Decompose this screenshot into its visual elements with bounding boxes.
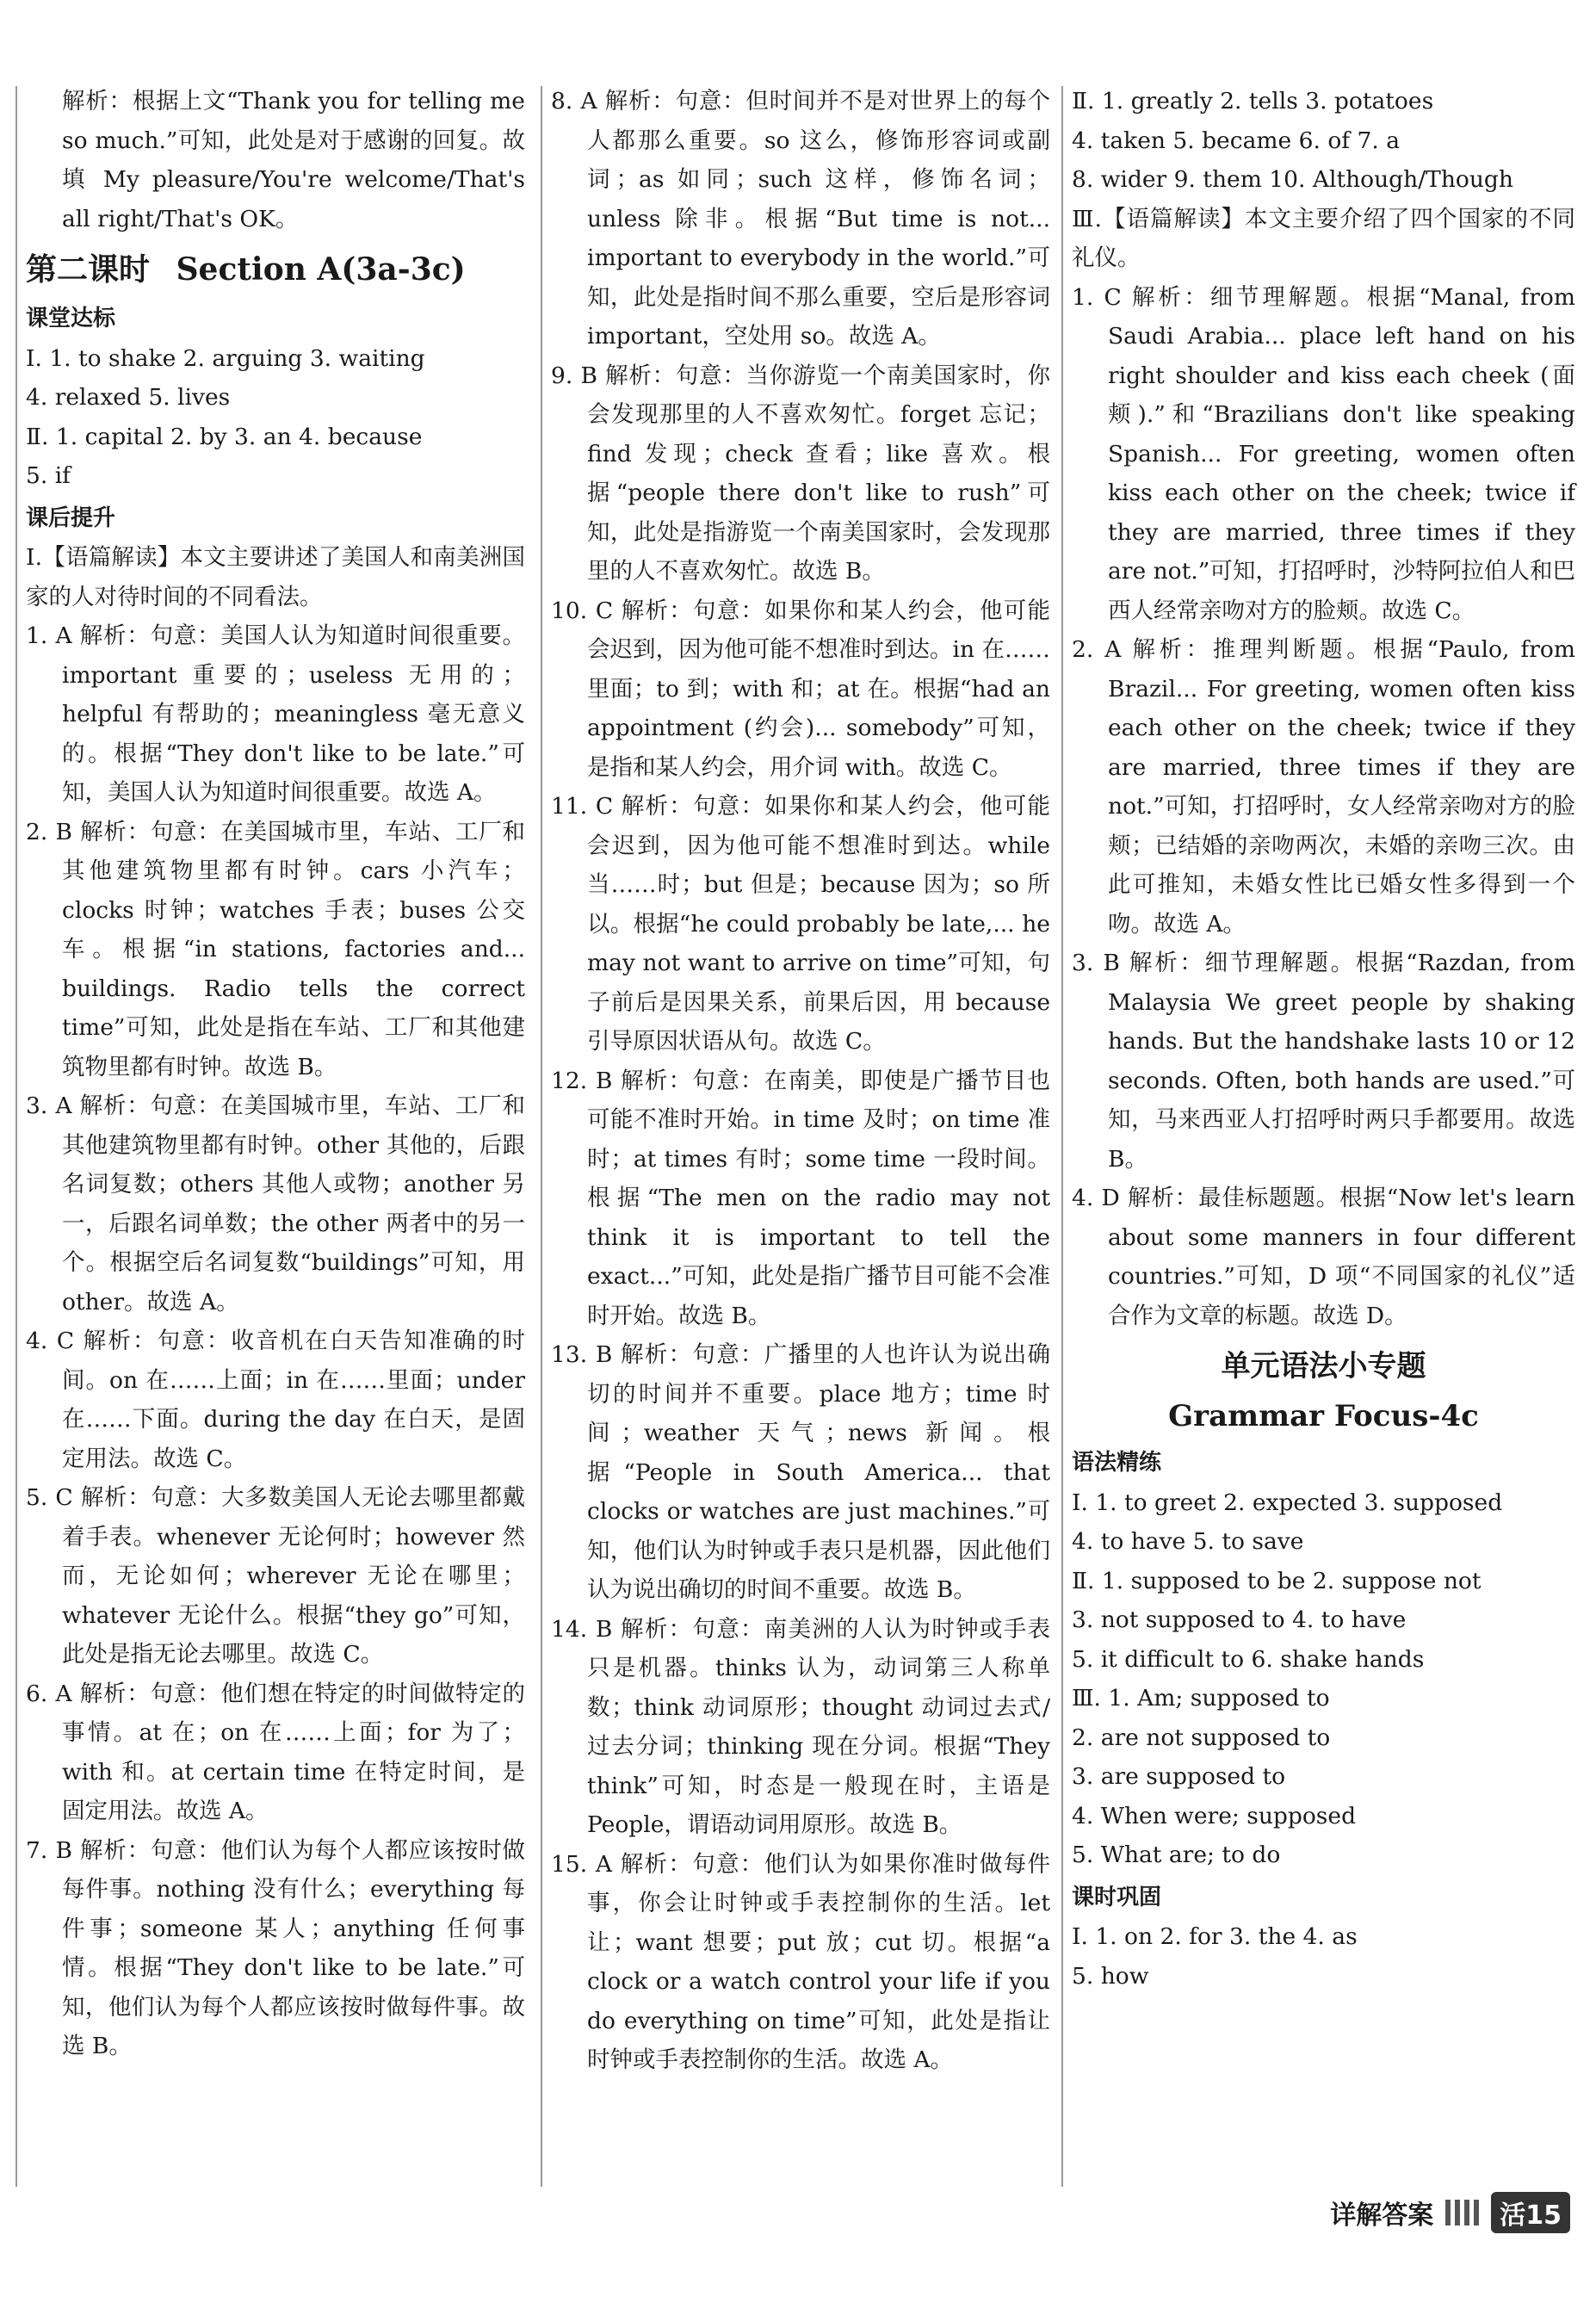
answer-item: 13. B 解析：句意：广播里的人也许认为说出确切的时间并不重要。place 地方；time 时间；weather 天气；news 新闻。根据“People in South America... that clocks or watches are just machines.”可知，他们认为时钟或手表只是机器，因此他们认为说出确切的时间不重要。故选 B。 bbox=[551, 1341, 1050, 1603]
answer-item: 10. C 解析：句意：如果你和某人约会，他可能会迟到，因为他可能不想准时到达。in 在……里面；to 到；with 和；at 在。根据“had an appointment (约会)... somebody”可知，是指和某人约会，用介词 with。故选 C。 bbox=[551, 597, 1050, 781]
divider-bars-icon bbox=[1445, 2200, 1479, 2225]
answer-item: 11. C 解析：句意：如果你和某人约会，他可能会迟到，因为他可能不想准时到达。while 当……时；but 但是；because 因为；so 所以。根据“he could probably be late,... he may not want to arrive on time”可知，句子前后是因果关系，前果后因，用 because 引导原因状语从句。故选 C。 bbox=[551, 793, 1050, 1055]
answer-row: Ⅰ. 1. to shake 2. arguing 3. waiting bbox=[26, 344, 425, 372]
column-rule-right bbox=[1061, 86, 1063, 2187]
answer-item: 9. B 解析：句意：当你游览一个南美国家时，你会发现那里的人不喜欢匆忙。forget 忘记；find 发现；check 查看；like 喜欢。根据“people there don't like to rush”可知，此处是指游览一个南美国家时，会发现那里的人不喜欢匆忙。故选 B。 bbox=[551, 362, 1050, 585]
section-title-cn: 第二课时 bbox=[26, 252, 151, 288]
answer-item: 2. B 解析：句意：在美国城市里，车站、工厂和其他建筑物里都有时钟。cars 小汽车；clocks 时钟；watches 手表；buses 公交车。根据“in stations, factories and... buildings. Radio tells the correct time”可知，此处是指在车站、工厂和其他建筑物里都有时钟。故选 B。 bbox=[26, 818, 525, 1080]
answer-item: 15. A 解析：句意：他们认为如果你准时做每件事，你会让时钟或手表控制你的生活。let 让；want 想要；put 放；cut 切。根据“a clock or a watch control your life if you do everything on time”可知，此处是指让时钟或手表控制你的生活。故选 A。 bbox=[551, 1850, 1050, 2073]
column-rule-left bbox=[15, 86, 17, 2187]
answer-item: 2. A 解析：推理判断题。根据“Paulo, from Brazil... For greeting, women often kiss each other on the cheek; twice if they are married, three times if they are not.”可知，打招呼时，女人经常亲吻对方的脸颊；已结婚的亲吻两次，未婚的亲吻三次。由此可推知，未婚女性比已婚女性多得到一个吻。故选 A。 bbox=[1072, 636, 1575, 938]
answer-item: 7. B 解析：句意：他们认为每个人都应该按时做每件事。nothing 没有什么；everything 每件事；someone 某人；anything 任何事情。根据“They don't like to be late.”可知，他们认为每个人都应该按时做每件事。故选 B。 bbox=[26, 1836, 525, 2059]
answer-item: 5. C 解析：句意：大多数美国人无论去哪里都戴着手表。whenever 无论何时；however 然而，无论如何；wherever 无论在哪里；whatever 无论什么。根据“they go”可知，此处是指无论去哪里。故选 C。 bbox=[26, 1484, 525, 1668]
answer-row: Ⅱ. 1. greatly 2. tells 3. potatoes bbox=[1072, 88, 1434, 115]
unit-grammar-title: 单元语法小专题 bbox=[1221, 1349, 1426, 1384]
intro-explanation: 解析：根据上文“Thank you for telling me so much.”可知，此处是对于感谢的回复。故填 My pleasure/You're welcome/That's all right/That's OK。 bbox=[62, 88, 525, 232]
answer-row: 4. taken 5. became 6. of 7. a bbox=[1072, 127, 1401, 154]
column-1 bbox=[26, 82, 525, 2066]
grammar-practice-label: 语法精练 bbox=[1072, 1450, 1162, 1476]
answer-row: Ⅱ. 1. capital 2. by 3. an 4. because bbox=[26, 423, 423, 450]
answer-row: 8. wider 9. them 10. Although/Though bbox=[1072, 166, 1513, 193]
answer-row: Ⅱ. 1. supposed to be 2. suppose not bbox=[1072, 1567, 1482, 1594]
footer-label: 详解答案 bbox=[1330, 2201, 1434, 2231]
answer-item: 3. A 解析：句意：在美国城市里，车站、工厂和其他建筑物里都有时钟。other 其他的，后跟名词复数；others 其他人或物；another 另一，后跟名词单数；the other 两者中的另一个。根据空后名词复数“buildings”可知，用 other。故选 A。 bbox=[26, 1093, 525, 1315]
answer-item: 8. A 解析：句意：但时间并不是对世界上的每个人都那么重要。so 这么，修饰形容词或副词；as 如同；such 这样，修饰名词；unless 除非。根据“But time is not... important to everybody in the world.”可知，此处是指时间不那么重要，空后是形容词 important，空处用 so。故选 A。 bbox=[551, 88, 1050, 350]
answer-row: 4. to have 5. to save bbox=[1072, 1528, 1304, 1555]
passage-summary: Ⅲ.【语篇解读】本文主要介绍了四个国家的不同礼仪。 bbox=[1072, 205, 1575, 271]
answer-row: 3. not supposed to 4. to have bbox=[1072, 1606, 1407, 1633]
section-heading bbox=[26, 244, 525, 296]
passage-summary: Ⅰ.【语篇解读】本文主要讲述了美国人和南美洲国家的人对待时间的不同看法。 bbox=[26, 544, 525, 610]
answer-item: 14. B 解析：句意：南美洲的人认为时钟或手表只是机器。thinks 认为，动词第三人称单数；think 动词原形；thought 动词过去式/过去分词；thinking 现在分词。根据“They think”可知，时态是一般现在时，主语是 People，谓语动词用原形。故选 B。 bbox=[551, 1615, 1050, 1838]
class-label: 课堂达标 bbox=[26, 306, 116, 331]
answer-row: 5. What are; to do bbox=[1072, 1842, 1281, 1868]
page-footer bbox=[1330, 2192, 1570, 2233]
section-title-en: Section A(3a-3c) bbox=[176, 251, 466, 288]
column-2 bbox=[551, 82, 1050, 2080]
answer-row: Ⅰ. 1. on 2. for 3. the 4. as bbox=[1072, 1923, 1358, 1950]
answer-row: 5. if bbox=[26, 462, 71, 489]
answer-row: Ⅲ. 1. Am; supposed to bbox=[1072, 1685, 1330, 1712]
page-badge: 活15 bbox=[1491, 2192, 1570, 2233]
answer-row: 5. it difficult to 6. shake hands bbox=[1072, 1645, 1425, 1673]
grammar-focus-title: Grammar Focus-4c bbox=[1168, 1399, 1479, 1433]
answer-item: 4. C 解析：句意：收音机在白天告知准确的时间。on 在……上面；in 在……里面；under 在……下面。during the day 在白天，是固定用法。故选 C。 bbox=[26, 1328, 525, 1472]
answer-item: 3. B 解析：细节理解题。根据“Razdan, from Malaysia We greet people by shaking hands. But the handshake lasts 10 or 12 seconds. Often, both hands are used.”可知，马来西亚人打招呼时两只手都要用。故选 B。 bbox=[1072, 950, 1575, 1173]
column-3 bbox=[1072, 82, 1575, 1996]
answer-row: 3. are supposed to bbox=[1072, 1763, 1286, 1790]
review-label: 课时巩固 bbox=[1072, 1884, 1162, 1910]
column-rule-middle bbox=[541, 86, 542, 2187]
answer-row: 4. When were; supposed bbox=[1072, 1802, 1357, 1829]
answer-row: 2. are not supposed to bbox=[1072, 1724, 1331, 1751]
after-class-label: 课后提升 bbox=[26, 505, 116, 531]
answer-row: 5. how bbox=[1072, 1962, 1149, 1990]
answer-item: 1. C 解析：细节理解题。根据“Manal, from Saudi Arabia... place left hand on his right shoulder and kiss each cheek (面颊).”和“Brazilians don't like speaking Spanish... For greeting, women often kiss each other on the cheek; twice if they are married, three times if they are not.”可知，打招呼时，沙特阿拉伯人和巴西人经常亲吻对方的脸颊。故选 C。 bbox=[1072, 283, 1575, 624]
answer-item: 4. D 解析：最佳标题题。根据“Now let's learn about some manners in four different countries.”可知，D 项“不同国家的礼仪”适合作为文章的标题。故选 D。 bbox=[1072, 1185, 1575, 1329]
answer-item: 12. B 解析：句意：在南美，即使是广播节目也可能不准时开始。in time 及时；on time 准时；at times 有时；some time 一段时间。根据“The men on the radio may not think it is important to tell the exact...”可知，此处是指广播节目可能不会准时开始。故选 B。 bbox=[551, 1067, 1050, 1329]
answer-item: 1. A 解析：句意：美国人认为知道时间很重要。important 重要的；useless 无用的；helpful 有帮助的；meaningless 毫无意义的。根据“They don't like to be late.”可知，美国人认为知道时间很重要。故选 A。 bbox=[26, 622, 525, 806]
answer-row: 4. relaxed 5. lives bbox=[26, 384, 231, 411]
answer-row: Ⅰ. 1. to greet 2. expected 3. supposed bbox=[1072, 1489, 1503, 1516]
answer-item: 6. A 解析：句意：他们想在特定的时间做特定的事情。at 在；on 在……上面；for 为了；with 和。at certain time 在特定时间，是固定用法。故选 A。 bbox=[26, 1680, 525, 1824]
